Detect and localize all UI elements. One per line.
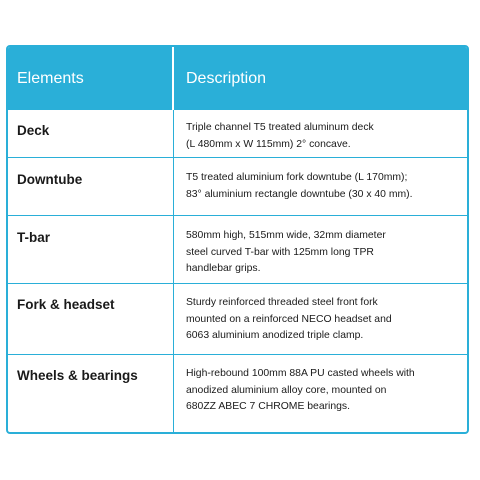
specification-table — [6, 45, 469, 434]
row-element-wheels-bearings: Wheels & bearings — [17, 368, 138, 383]
row-description-t-bar: 580mm high, 515mm wide, 32mm diameter steel curved T-bar with 125mm long TPR handlebar grips. — [186, 230, 386, 274]
row-element-fork-headset: Fork & headset — [17, 297, 115, 312]
row-element-downtube: Downtube — [17, 172, 83, 187]
table-row — [8, 110, 467, 157]
table-row — [8, 158, 467, 215]
row-description-deck: Triple channel T5 treated aluminum deck (L 480mm x W 115mm) 2° concave. — [186, 122, 374, 150]
header-description: Description — [186, 70, 267, 87]
table-row — [8, 216, 467, 283]
header-elements: Elements — [17, 70, 84, 87]
table-header — [8, 47, 467, 110]
table-row — [8, 355, 467, 434]
table-row — [8, 284, 467, 354]
row-element-deck: Deck — [17, 123, 50, 138]
header-divider — [172, 47, 174, 110]
row-description-downtube: T5 treated aluminium fork downtube (L 170mm); 83° aluminium rectangle downtube (30 x 40 mm). — [186, 172, 413, 200]
row-element-t-bar: T-bar — [17, 230, 51, 245]
row-description-fork-headset: Sturdy reinforced threaded steel front fork mounted on a reinforced NECO headset and 6063 aluminium anodized triple clamp. — [186, 297, 392, 341]
row-description-wheels-bearings: High-rebound 100mm 88A PU casted wheels with anodized aluminium alloy core, mounted on 680ZZ ABEC 7 CHROME bearings. — [186, 368, 415, 412]
